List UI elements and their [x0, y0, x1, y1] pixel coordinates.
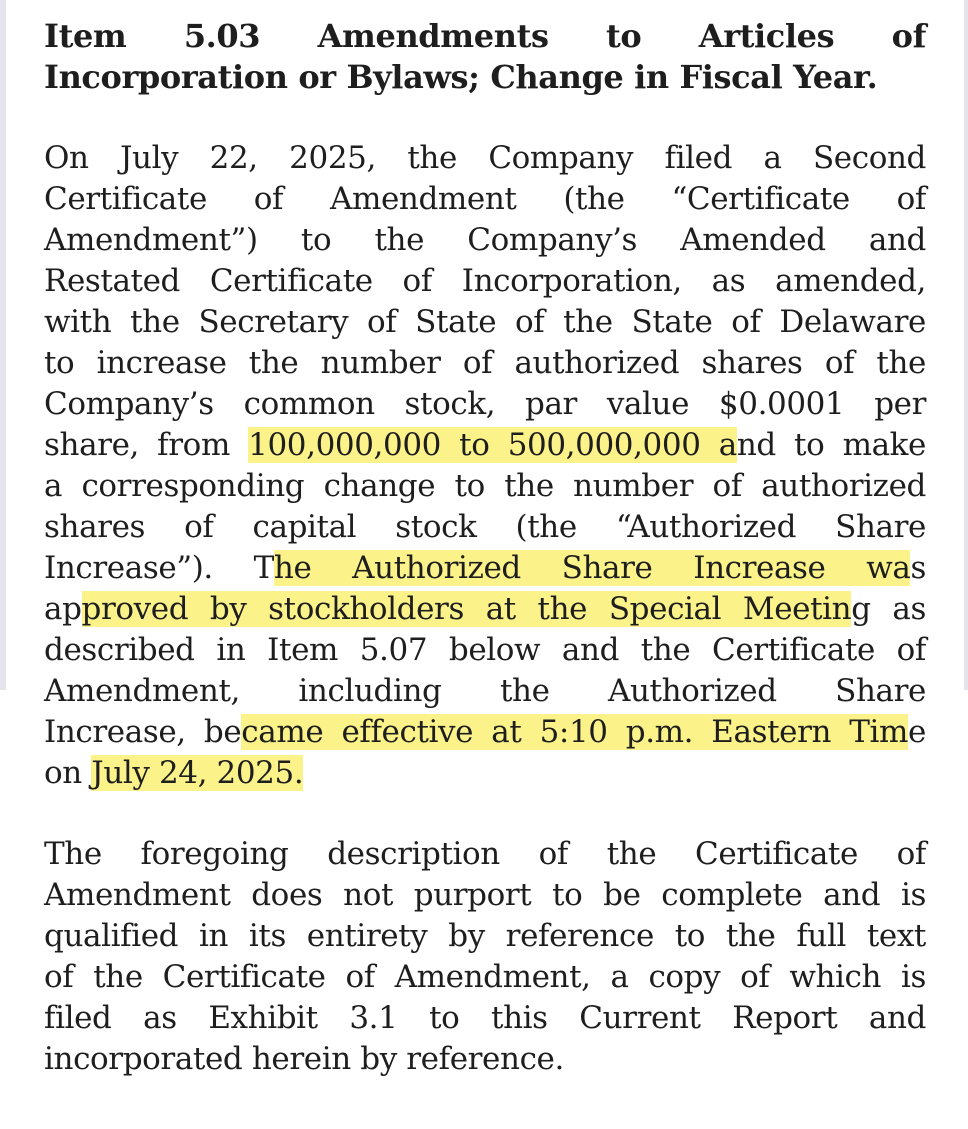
- heading-word-item: Item: [44, 17, 127, 55]
- text-run: s: [910, 550, 926, 586]
- heading-word-number: 5.03: [183, 17, 261, 55]
- text-run: nd to make: [736, 427, 926, 463]
- heading-word-to: to: [606, 17, 642, 55]
- paragraph-line: filed as Exhibit 3.1 to this Current Report and: [44, 1000, 926, 1036]
- text-run: g as: [851, 591, 926, 627]
- page-edge-right: [964, 0, 968, 690]
- paragraph-line: to increase the number of authorized shares of the: [44, 345, 926, 381]
- paragraph-line: [44, 425, 926, 466]
- paragraph-foregoing-description: [44, 834, 926, 1080]
- paragraph-line: [44, 548, 926, 589]
- heading-word-amendments: Amendments: [317, 17, 549, 55]
- heading-line-1: [44, 16, 926, 57]
- highlight-approved-by-stockholders: proved by stockholders at the Special Meetin: [81, 591, 852, 627]
- paragraph-line: Amendment does not purport to be complete and is: [44, 877, 926, 913]
- paragraph-line: Amendment”) to the Company’s Amended and: [44, 222, 926, 258]
- highlight-authorized-share-increase: he Authorized Share Increase wa: [273, 550, 911, 586]
- paragraph-line: Restated Certificate of Incorporation, as amended,: [44, 263, 926, 299]
- paragraph-amendment-filing: [44, 138, 926, 794]
- page-edge-left: [0, 0, 6, 690]
- paragraph-line: The foregoing description of the Certificate of: [44, 836, 926, 872]
- paragraph-line: qualified in its entirety by reference to the full text: [44, 918, 926, 954]
- paragraph-line: shares of capital stock (the “Authorized Share: [44, 509, 926, 545]
- text-run: Increase, be: [44, 714, 242, 750]
- heading-line-2: Incorporation or Bylaws; Change in Fiscal Year.: [44, 58, 878, 96]
- paragraph-line: described in Item 5.07 below and the Certificate of: [44, 632, 926, 668]
- paragraph-line: On July 22, 2025, the Company filed a Second: [44, 140, 926, 176]
- paragraph-line: Amendment, including the Authorized Share: [44, 673, 926, 709]
- paragraph-line: [44, 589, 926, 630]
- text-run: on: [44, 755, 92, 791]
- paragraph-line: Company’s common stock, par value $0.0001 per: [44, 386, 926, 422]
- text-run: e: [908, 714, 926, 750]
- highlight-effective-time: came effective at 5:10 p.m. Eastern Tim: [241, 714, 909, 750]
- paragraph-line: of the Certificate of Amendment, a copy of which is: [44, 959, 926, 995]
- document-body: [44, 16, 926, 1080]
- paragraph-line: [44, 712, 926, 753]
- highlight-share-numbers: 100,000,000 to 500,000,000 a: [248, 427, 737, 463]
- paragraph-line: [44, 753, 926, 794]
- paragraph-line: a corresponding change to the number of authorized: [44, 468, 926, 504]
- paragraph-line: incorporated herein by reference.: [44, 1041, 564, 1077]
- highlight-effective-date: July 24, 2025.: [91, 755, 304, 791]
- paragraph-line: Certificate of Amendment (the “Certificate of: [44, 181, 926, 217]
- section-heading: [44, 16, 926, 98]
- text-run: ap: [44, 591, 82, 627]
- heading-word-of: of: [891, 17, 926, 55]
- text-run: share, from: [44, 427, 249, 463]
- paragraph-line: with the Secretary of State of the State of Delaware: [44, 304, 926, 340]
- heading-word-articles: Articles: [698, 17, 835, 55]
- text-run: Increase”). T: [44, 550, 274, 586]
